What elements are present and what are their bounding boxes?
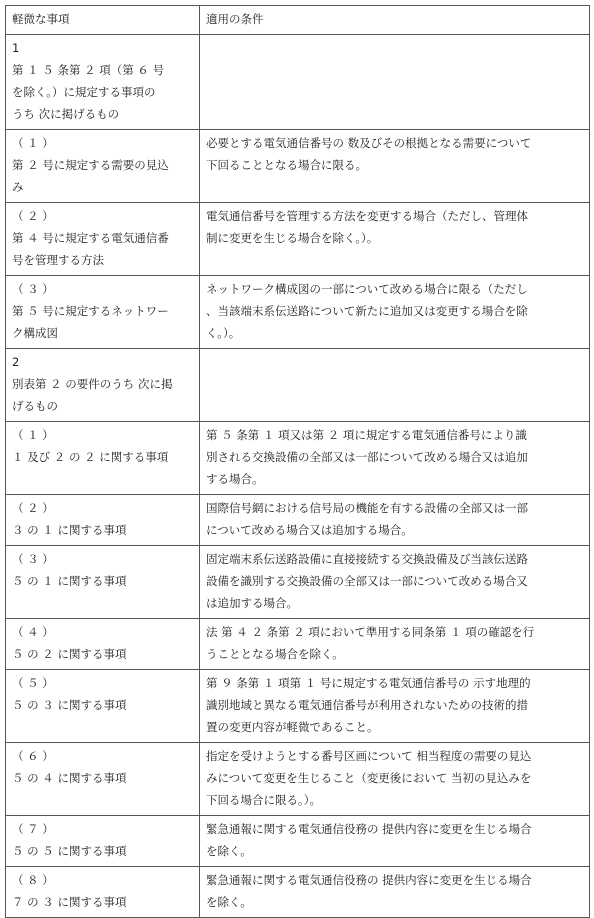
condition-text-line: 緊急通報に関する電気通信役務の 提供内容に変更を生じる場合 <box>206 822 532 836</box>
minor-matter-cell <box>6 130 200 203</box>
matter-text-line: 1 <box>12 41 20 55</box>
condition-text-line: 設備を識別する交換設備の全部又は一部について改める場合又 <box>206 574 528 588</box>
condition-text-line: は追加する場合。 <box>206 596 298 610</box>
table-row <box>6 816 590 867</box>
condition-text-line: 置の変更内容が軽微であること。 <box>206 720 379 734</box>
matter-text-line: １ 及び ２ の ２ に関する事項 <box>12 450 169 464</box>
matter-text-line: ５ の ３ に関する事項 <box>12 698 127 712</box>
matter-text-line: 2 <box>12 355 20 369</box>
condition-text-line: 固定端末系伝送路設備に直接接続する交換設備及び当該伝送路 <box>206 552 528 566</box>
table-row <box>6 743 590 816</box>
condition-text-line: 、当該端末系伝送路について新たに追加又は変更する場合を除 <box>206 304 528 318</box>
matter-text-line: ７ の ３ に関する事項 <box>12 895 127 909</box>
matter-text-line: 第 ５ 号に規定するネットワー <box>12 304 169 318</box>
header-conditions: 適用の条件 <box>200 6 590 35</box>
condition-text-line: うこととなる場合を除く。 <box>206 647 344 661</box>
condition-text-line: 下回る場合に限る。）。 <box>206 793 321 807</box>
matter-text-line: （ ５ ） <box>12 676 54 690</box>
condition-text-line: ネットワーク構成図の一部について改める場合に限る（ただし <box>206 282 528 296</box>
condition-cell <box>200 743 590 816</box>
minor-matter-cell <box>6 816 200 867</box>
minor-matter-cell <box>6 670 200 743</box>
matter-text-line: （ １ ） <box>12 428 54 442</box>
matter-text-line: （ １ ） <box>12 136 54 150</box>
matter-text-line: （ ４ ） <box>12 625 54 639</box>
conditions-table <box>5 5 590 918</box>
condition-cell <box>200 495 590 546</box>
matter-text-line: ５ の ５ に関する事項 <box>12 844 127 858</box>
matter-text-line: ３ の １ に関する事項 <box>12 523 127 537</box>
minor-matter-cell <box>6 546 200 619</box>
condition-cell <box>200 35 590 130</box>
matter-text-line: 第 ４ 号に規定する電気通信番 <box>12 231 169 245</box>
condition-cell <box>200 619 590 670</box>
condition-text-line: 必要とする電気通信番号の 数及びその根拠となる需要について <box>206 136 532 150</box>
table-row <box>6 35 590 130</box>
matter-text-line: げるもの <box>12 399 58 413</box>
minor-matter-cell <box>6 495 200 546</box>
condition-cell <box>200 546 590 619</box>
minor-matter-cell <box>6 276 200 349</box>
table-row <box>6 546 590 619</box>
condition-text-line: について改める場合又は追加する場合。 <box>206 523 413 537</box>
condition-text-line: 下回ることとなる場合に限る。 <box>206 158 367 172</box>
matter-text-line: ５ の １ に関する事項 <box>12 574 127 588</box>
condition-cell <box>200 422 590 495</box>
condition-text-line: 別される交換設備の全部又は一部について改める場合又は追加 <box>206 450 528 464</box>
minor-matter-cell <box>6 422 200 495</box>
condition-text-line: く。）。 <box>206 326 241 340</box>
table-row <box>6 422 590 495</box>
condition-text-line: 緊急通報に関する電気通信役務の 提供内容に変更を生じる場合 <box>206 873 532 887</box>
table-row <box>6 670 590 743</box>
condition-text-line: 第 ９ 条第 １ 項第 １ 号に規定する電気通信番号の 示す地理的 <box>206 676 531 690</box>
condition-cell <box>200 276 590 349</box>
matter-text-line: 第 ２ 号に規定する需要の見込 <box>12 158 169 172</box>
matter-text-line: ５ の ２ に関する事項 <box>12 647 127 661</box>
table-row <box>6 130 590 203</box>
condition-text-line: を除く。 <box>206 844 252 858</box>
matter-text-line: （ ８ ） <box>12 873 54 887</box>
table-row <box>6 276 590 349</box>
condition-cell <box>200 670 590 743</box>
condition-text-line: 識別地域と異なる電気通信番号が利用されないための技術的措 <box>206 698 528 712</box>
condition-cell <box>200 349 590 422</box>
condition-cell <box>200 867 590 918</box>
condition-text-line: する場合。 <box>206 472 264 486</box>
table-row <box>6 619 590 670</box>
matter-text-line: うち 次に掲げるもの <box>12 107 120 121</box>
matter-text-line: （ ３ ） <box>12 282 54 296</box>
matter-text-line: （ ２ ） <box>12 501 54 515</box>
matter-text-line: （ ３ ） <box>12 552 54 566</box>
table-row <box>6 203 590 276</box>
table-header-row <box>6 6 590 35</box>
minor-matter-cell <box>6 349 200 422</box>
minor-matter-cell <box>6 619 200 670</box>
minor-matter-cell <box>6 867 200 918</box>
minor-matter-cell <box>6 743 200 816</box>
header-minor-matters: 軽微な事項 <box>6 6 200 35</box>
matter-text-line: ５ の ４ に関する事項 <box>12 771 127 785</box>
matter-text-line: 第 １ ５ 条第 ２ 項（第 ６ 号 <box>12 63 165 77</box>
condition-cell <box>200 203 590 276</box>
matter-text-line: を除く。）に規定する事項の <box>12 85 156 99</box>
minor-matter-cell <box>6 35 200 130</box>
matter-text-line: （ ６ ） <box>12 749 54 763</box>
condition-text-line: 指定を受けようとする番号区画について 相当程度の需要の見込 <box>206 749 532 763</box>
matter-text-line: ク構成図 <box>12 326 58 340</box>
matter-text-line: 別表第 ２ の要件のうち 次に掲 <box>12 377 173 391</box>
table-row <box>6 867 590 918</box>
minor-matter-cell <box>6 203 200 276</box>
condition-text-line: みについて変更を生じること（変更後において 当初の見込みを <box>206 771 532 785</box>
condition-text-line: 電気通信番号を管理する方法を変更する場合（ただし、管理体 <box>206 209 528 223</box>
matter-text-line: み <box>12 180 24 194</box>
matter-text-line: （ ２ ） <box>12 209 54 223</box>
condition-text-line: 第 ５ 条第 １ 項又は第 ２ 項に規定する電気通信番号により識 <box>206 428 527 442</box>
condition-cell <box>200 816 590 867</box>
condition-text-line: 国際信号網における信号局の機能を有する設備の全部又は一部 <box>206 501 528 515</box>
condition-text-line: を除く。 <box>206 895 252 909</box>
condition-cell <box>200 130 590 203</box>
matter-text-line: 号を管理する方法 <box>12 253 104 267</box>
condition-text-line: 法 第 ４ ２ 条第 ２ 項において準用する同条第 １ 項の確認を行 <box>206 625 535 639</box>
table-row <box>6 349 590 422</box>
matter-text-line: （ ７ ） <box>12 822 54 836</box>
condition-text-line: 制に変更を生じる場合を除く。）。 <box>206 231 379 245</box>
table-row <box>6 495 590 546</box>
